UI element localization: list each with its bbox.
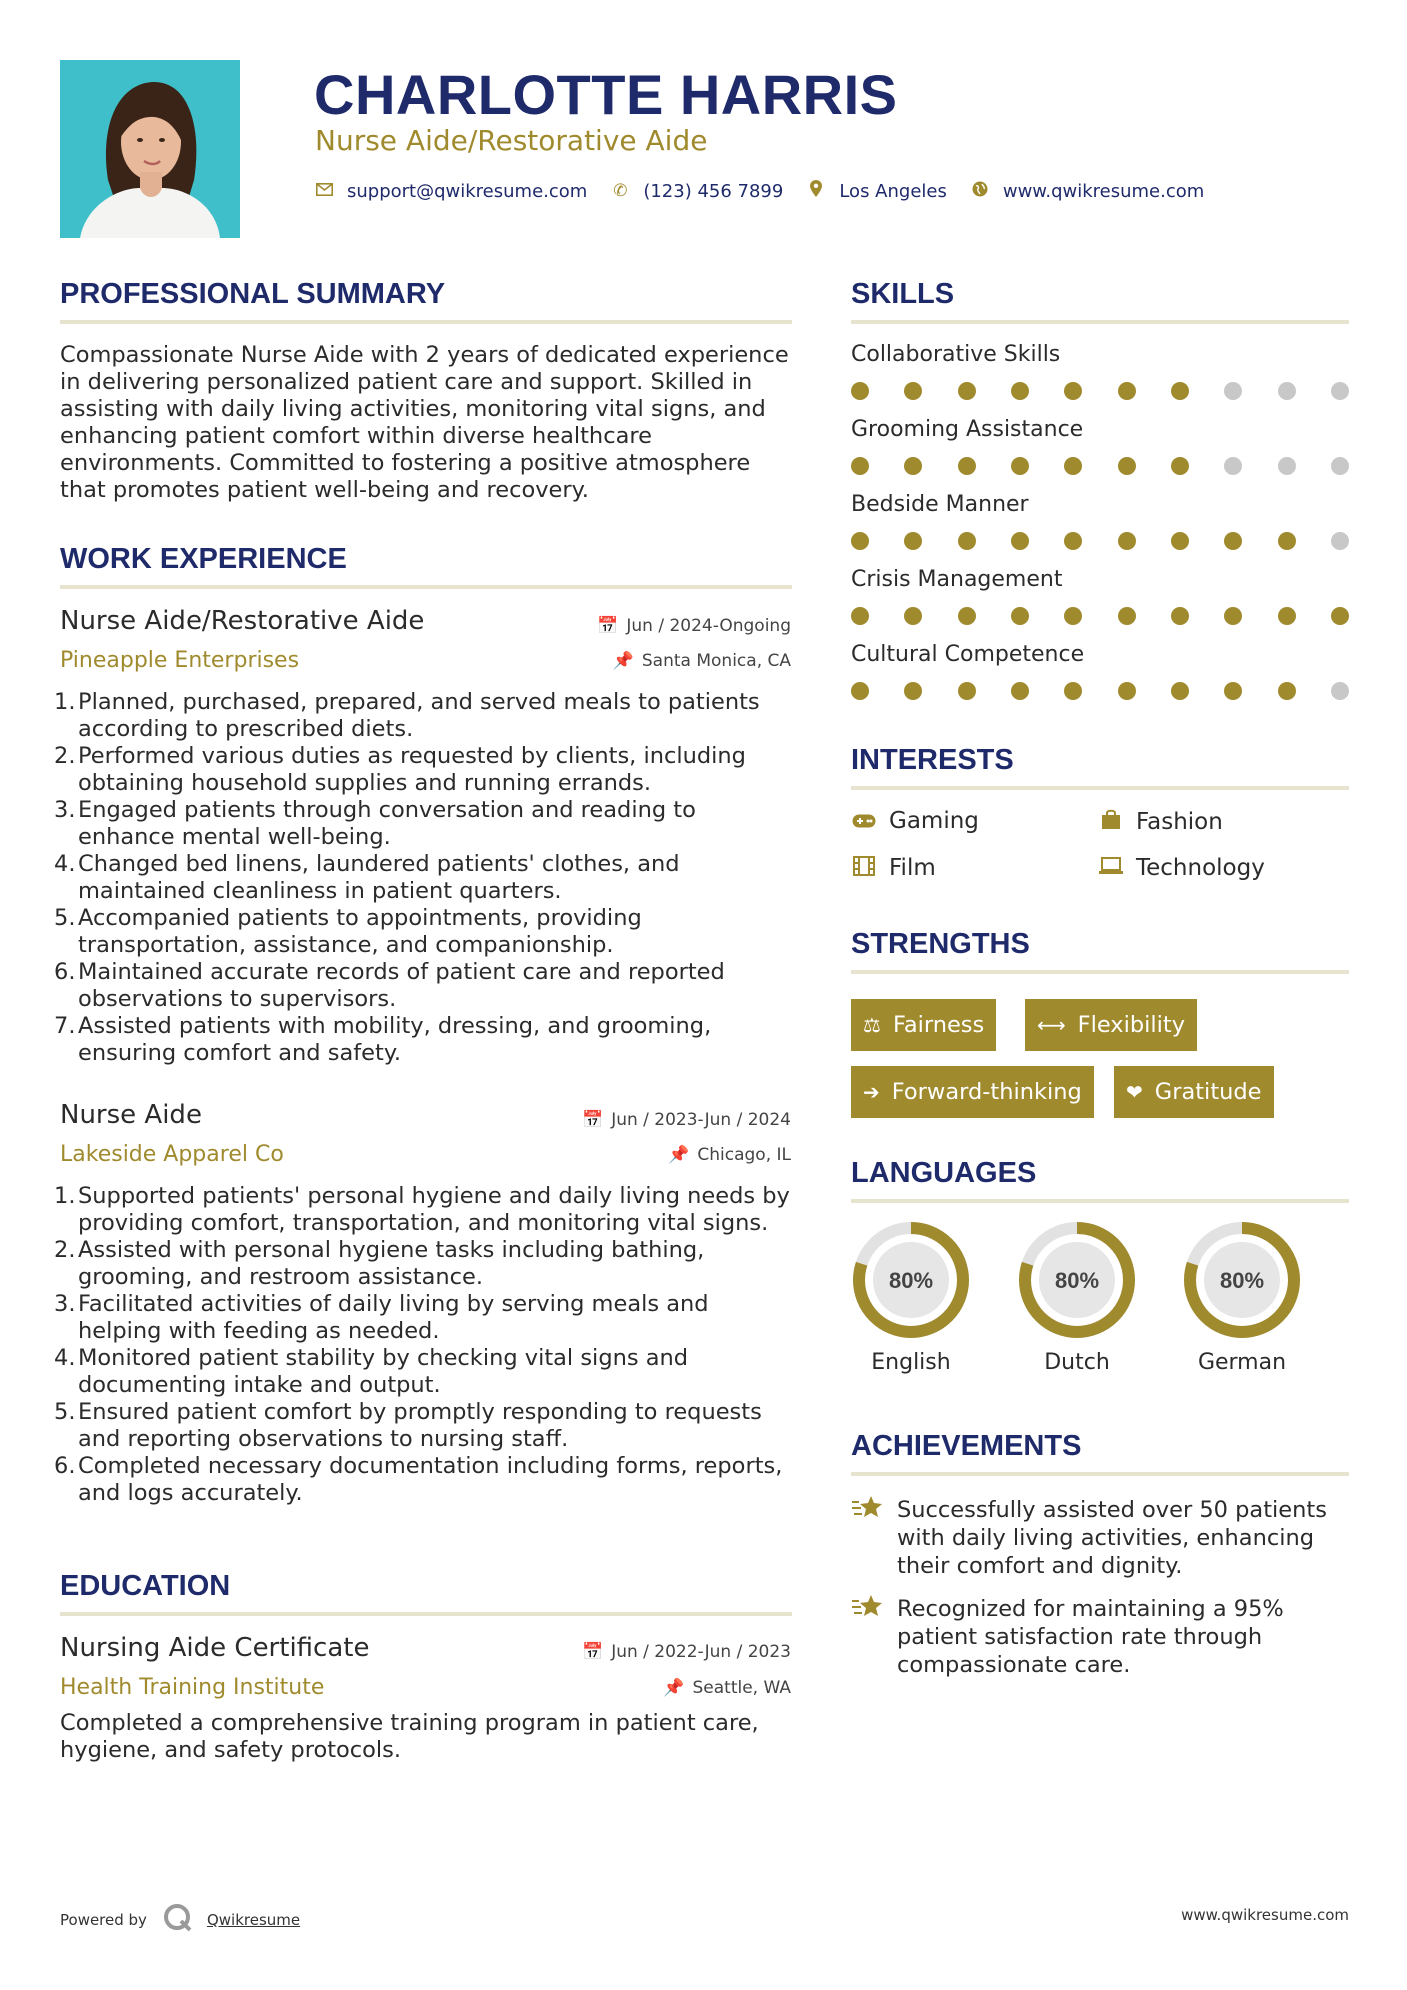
skill-rating — [851, 532, 1349, 554]
language-ring — [849, 1218, 973, 1342]
candidate-name: CHARLOTTE HARRIS — [314, 63, 898, 126]
skill-dot-filled — [904, 682, 922, 700]
calendar-icon: 📅 — [597, 616, 619, 636]
footer-powered-by — [60, 1903, 300, 1937]
skill-dot-filled — [1064, 682, 1082, 700]
education-description: Completed a comprehensive training program in patient care, hygiene, and safety protocols. — [60, 1710, 759, 1763]
skill-dot-filled — [851, 382, 869, 400]
interest-item — [1098, 855, 1265, 881]
calendar-icon: 📅 — [582, 1110, 604, 1130]
strength-label: Forward-thinking — [891, 1079, 1082, 1105]
job-title: Nurse Aide — [60, 1100, 202, 1130]
phone-icon: ✆ — [613, 181, 628, 201]
pushpin-icon: 📌 — [668, 1145, 690, 1165]
section-divider — [851, 1199, 1349, 1203]
interest-label: Gaming — [889, 808, 979, 834]
skill-dot-filled — [1118, 682, 1136, 700]
interest-label: Film — [889, 855, 936, 881]
language-ring — [1015, 1218, 1139, 1342]
skill-dot-filled — [904, 607, 922, 625]
list-item: 5. Accompanied patients to appointments, providing transportation, assistance, and companionship. — [54, 905, 642, 958]
heart-icon: ❤ — [1126, 1080, 1143, 1104]
strength-tag — [1114, 1066, 1274, 1118]
skill-dot-filled — [1224, 682, 1242, 700]
list-item: 6. Completed necessary documentation including forms, reports, and logs accurately. — [54, 1453, 783, 1506]
skill-rating — [851, 607, 1349, 629]
school-name: Health Training Institute — [60, 1675, 325, 1700]
skill-dot-filled — [1278, 532, 1296, 550]
skill-dot-empty — [1224, 382, 1242, 400]
skill-dot-empty — [1278, 382, 1296, 400]
skill-dot-empty — [1331, 382, 1349, 400]
skill-dot-filled — [1224, 532, 1242, 550]
skill-dot-filled — [1064, 532, 1082, 550]
job-location — [613, 651, 791, 671]
skill-dot-filled — [1118, 607, 1136, 625]
section-divider — [60, 1612, 792, 1616]
summary-heading: PROFESSIONAL SUMMARY — [60, 278, 446, 310]
list-item: 3. Facilitated activities of daily living by serving meals and helping with feeding as needed. — [54, 1291, 709, 1344]
skill-rating — [851, 682, 1349, 704]
job-dates-text: Jun / 2023-Jun / 2024 — [611, 1110, 791, 1130]
skill-dot-filled — [1118, 457, 1136, 475]
skill-name: Collaborative Skills — [851, 342, 1061, 367]
achievement-text: Successfully assisted over 50 patients with daily living activities, enhancing their comfort and dignity. — [897, 1497, 1327, 1579]
education-location — [663, 1678, 791, 1698]
skill-rating — [851, 382, 1349, 404]
job-title: Nurse Aide/Restorative Aide — [60, 606, 425, 636]
job-dates-text: Jun / 2024-Ongoing — [626, 616, 791, 636]
section-divider — [60, 320, 792, 324]
skill-dot-filled — [1011, 382, 1029, 400]
achievements-heading: ACHIEVEMENTS — [851, 1430, 1082, 1462]
location-text: Los Angeles — [839, 180, 947, 202]
list-item: 1. Supported patients' personal hygiene and daily living needs by providing comfort, transportation, and monitoring vital signs. — [54, 1183, 790, 1236]
language-percent: 80% — [1054, 1268, 1100, 1293]
strength-tag — [1025, 999, 1197, 1051]
phone-text[interactable]: (123) 456 7899 — [643, 180, 784, 202]
skill-dot-filled — [1064, 382, 1082, 400]
contact-bar — [315, 180, 1228, 202]
skill-name: Cultural Competence — [851, 642, 1085, 667]
candidate-title: Nurse Aide/Restorative Aide — [315, 124, 708, 157]
language-percent: 80% — [888, 1268, 934, 1293]
skill-dot-filled — [1171, 682, 1189, 700]
powered-by-text: Powered by — [60, 1911, 147, 1929]
shooting-star-icon — [851, 1593, 897, 1679]
film-icon — [851, 856, 877, 881]
shooting-star-icon — [851, 1494, 897, 1580]
skill-dot-filled — [904, 382, 922, 400]
education-heading: EDUCATION — [60, 1570, 231, 1602]
scale-icon: ⚖ — [863, 1013, 881, 1037]
pushpin-icon: 📌 — [663, 1678, 685, 1698]
section-divider — [851, 320, 1349, 324]
education-dates — [582, 1642, 791, 1662]
education-location-text: Seattle, WA — [692, 1678, 791, 1698]
list-item: 1. Planned, purchased, prepared, and served meals to patients according to prescribed diets. — [54, 689, 760, 742]
job-dates — [582, 1110, 791, 1130]
contact-email[interactable] — [315, 181, 587, 202]
calendar-icon: 📅 — [582, 1642, 604, 1662]
section-divider — [60, 585, 792, 589]
contact-phone[interactable] — [611, 181, 783, 202]
profile-photo — [60, 60, 240, 238]
interest-label: Technology — [1136, 855, 1265, 881]
job-dates — [597, 616, 791, 636]
skill-dot-filled — [958, 457, 976, 475]
language-name: Dutch — [1044, 1350, 1110, 1375]
skill-dot-filled — [1278, 682, 1296, 700]
brand-link[interactable]: Qwikresume — [206, 1911, 301, 1929]
skill-dot-filled — [1224, 607, 1242, 625]
skill-dot-filled — [1171, 457, 1189, 475]
interest-label: Fashion — [1136, 808, 1223, 835]
skill-dot-filled — [851, 607, 869, 625]
skill-dot-filled — [1011, 457, 1029, 475]
skill-dot-filled — [1118, 532, 1136, 550]
skill-dot-filled — [1118, 382, 1136, 400]
interest-item — [1098, 808, 1223, 835]
strength-label: Fairness — [892, 1012, 985, 1038]
language-item — [849, 1218, 973, 1375]
skill-dot-filled — [958, 682, 976, 700]
skills-heading: SKILLS — [851, 278, 955, 310]
degree-title: Nursing Aide Certificate — [60, 1633, 370, 1663]
skill-dot-empty — [1331, 457, 1349, 475]
footer-website[interactable]: www.qwikresume.com — [1181, 1906, 1349, 1924]
language-item — [1180, 1218, 1304, 1375]
arrow-right-icon: ➔ — [863, 1080, 880, 1104]
contact-location — [807, 180, 947, 202]
list-item: 4. Monitored patient stability by checking vital signs and documenting intake and output. — [54, 1345, 689, 1398]
section-divider — [851, 786, 1349, 790]
strength-tag — [851, 999, 996, 1051]
section-divider — [851, 970, 1349, 974]
strengths-heading: STRENGTHS — [851, 928, 1030, 960]
envelope-icon — [315, 181, 333, 201]
skill-dot-filled — [1011, 532, 1029, 550]
skill-dot-filled — [904, 532, 922, 550]
language-name: German — [1197, 1350, 1287, 1375]
achievement-text: Recognized for maintaining a 95% patient satisfaction rate through compassionate care. — [897, 1596, 1284, 1678]
gamepad-icon — [851, 809, 877, 833]
list-item: 3. Engaged patients through conversation and reading to enhance mental well-being. — [54, 797, 696, 850]
job-company: Lakeside Apparel Co — [60, 1142, 284, 1167]
pushpin-icon: 📌 — [612, 651, 634, 671]
language-name: English — [871, 1350, 951, 1375]
education-dates-text: Jun / 2022-Jun / 2023 — [611, 1642, 791, 1662]
skill-name: Grooming Assistance — [851, 417, 1084, 442]
skill-dot-filled — [1331, 607, 1349, 625]
achievement-item — [851, 1595, 1349, 1679]
list-item: 7. Assisted patients with mobility, dressing, and grooming, ensuring comfort and safety. — [54, 1013, 712, 1066]
skill-name: Bedside Manner — [851, 492, 1029, 517]
skill-dot-filled — [1064, 457, 1082, 475]
interest-item — [851, 855, 936, 881]
strength-label: Gratitude — [1154, 1079, 1262, 1105]
language-item — [1015, 1218, 1139, 1375]
list-item: 2. Performed various duties as requested by clients, including obtaining household supplies and running errands. — [54, 743, 746, 796]
globe-icon — [971, 181, 989, 202]
job-location — [668, 1145, 791, 1165]
skill-dot-filled — [851, 457, 869, 475]
achievement-item — [851, 1496, 1349, 1580]
section-divider — [851, 1472, 1349, 1476]
skill-dot-empty — [1278, 457, 1296, 475]
skill-rating — [851, 457, 1349, 479]
job-bullet-list — [54, 1183, 795, 1507]
experience-heading: WORK EXPERIENCE — [60, 543, 347, 575]
qwikresume-logo-icon — [163, 1903, 193, 1937]
skill-dot-filled — [1171, 382, 1189, 400]
skill-dot-empty — [1331, 682, 1349, 700]
job-location-text: Santa Monica, CA — [641, 651, 791, 671]
skill-dot-filled — [958, 607, 976, 625]
skill-dot-filled — [1064, 607, 1082, 625]
list-item: 6. Maintained accurate records of patient care and reported observations to supervisors. — [54, 959, 725, 1012]
skill-dot-empty — [1224, 457, 1242, 475]
languages-heading: LANGUAGES — [851, 1157, 1037, 1189]
arrows-horizontal-icon: ⟷ — [1037, 1013, 1066, 1037]
skill-dot-filled — [1171, 532, 1189, 550]
skill-dot-filled — [1171, 607, 1189, 625]
summary-text: Compassionate Nurse Aide with 2 years of dedicated experience in delivering personalized patient care and support. Skilled in assisting with daily living activities, monitoring vital signs, and enhancing patient comfort within diverse healthcare environments. Committed to fostering a positive atmosphere that promotes patient well-being and recovery. — [60, 342, 789, 503]
email-text[interactable]: support@qwikresume.com — [347, 180, 588, 202]
job-company: Pineapple Enterprises — [60, 648, 300, 673]
skill-dot-filled — [851, 682, 869, 700]
job-bullet-list — [54, 689, 795, 1067]
interests-heading: INTERESTS — [851, 744, 1014, 776]
website-text[interactable]: www.qwikresume.com — [1002, 180, 1205, 202]
contact-website[interactable] — [971, 181, 1204, 202]
list-item: 4. Changed bed linens, laundered patients' clothes, and maintained cleanliness in patient quarters. — [54, 851, 680, 904]
laptop-icon — [1098, 856, 1124, 880]
list-item: 2. Assisted with personal hygiene tasks including bathing, grooming, and restroom assistance. — [54, 1237, 705, 1290]
job-location-text: Chicago, IL — [697, 1145, 791, 1165]
map-pin-icon — [807, 180, 825, 202]
skill-dot-filled — [958, 532, 976, 550]
shopping-bag-icon — [1098, 808, 1124, 835]
skill-dot-empty — [1331, 532, 1349, 550]
interest-item — [851, 808, 979, 834]
language-ring — [1180, 1218, 1304, 1342]
skill-dot-filled — [958, 382, 976, 400]
list-item: 5. Ensured patient comfort by promptly responding to requests and reporting observations to nursing staff. — [54, 1399, 762, 1452]
skill-dot-filled — [904, 457, 922, 475]
strength-label: Flexibility — [1077, 1012, 1186, 1038]
skill-dot-filled — [851, 532, 869, 550]
skill-dot-filled — [1011, 607, 1029, 625]
language-percent: 80% — [1219, 1268, 1265, 1293]
skill-name: Crisis Management — [851, 567, 1063, 592]
skill-dot-filled — [1278, 607, 1296, 625]
skill-dot-filled — [1011, 682, 1029, 700]
strength-tag — [851, 1066, 1094, 1118]
